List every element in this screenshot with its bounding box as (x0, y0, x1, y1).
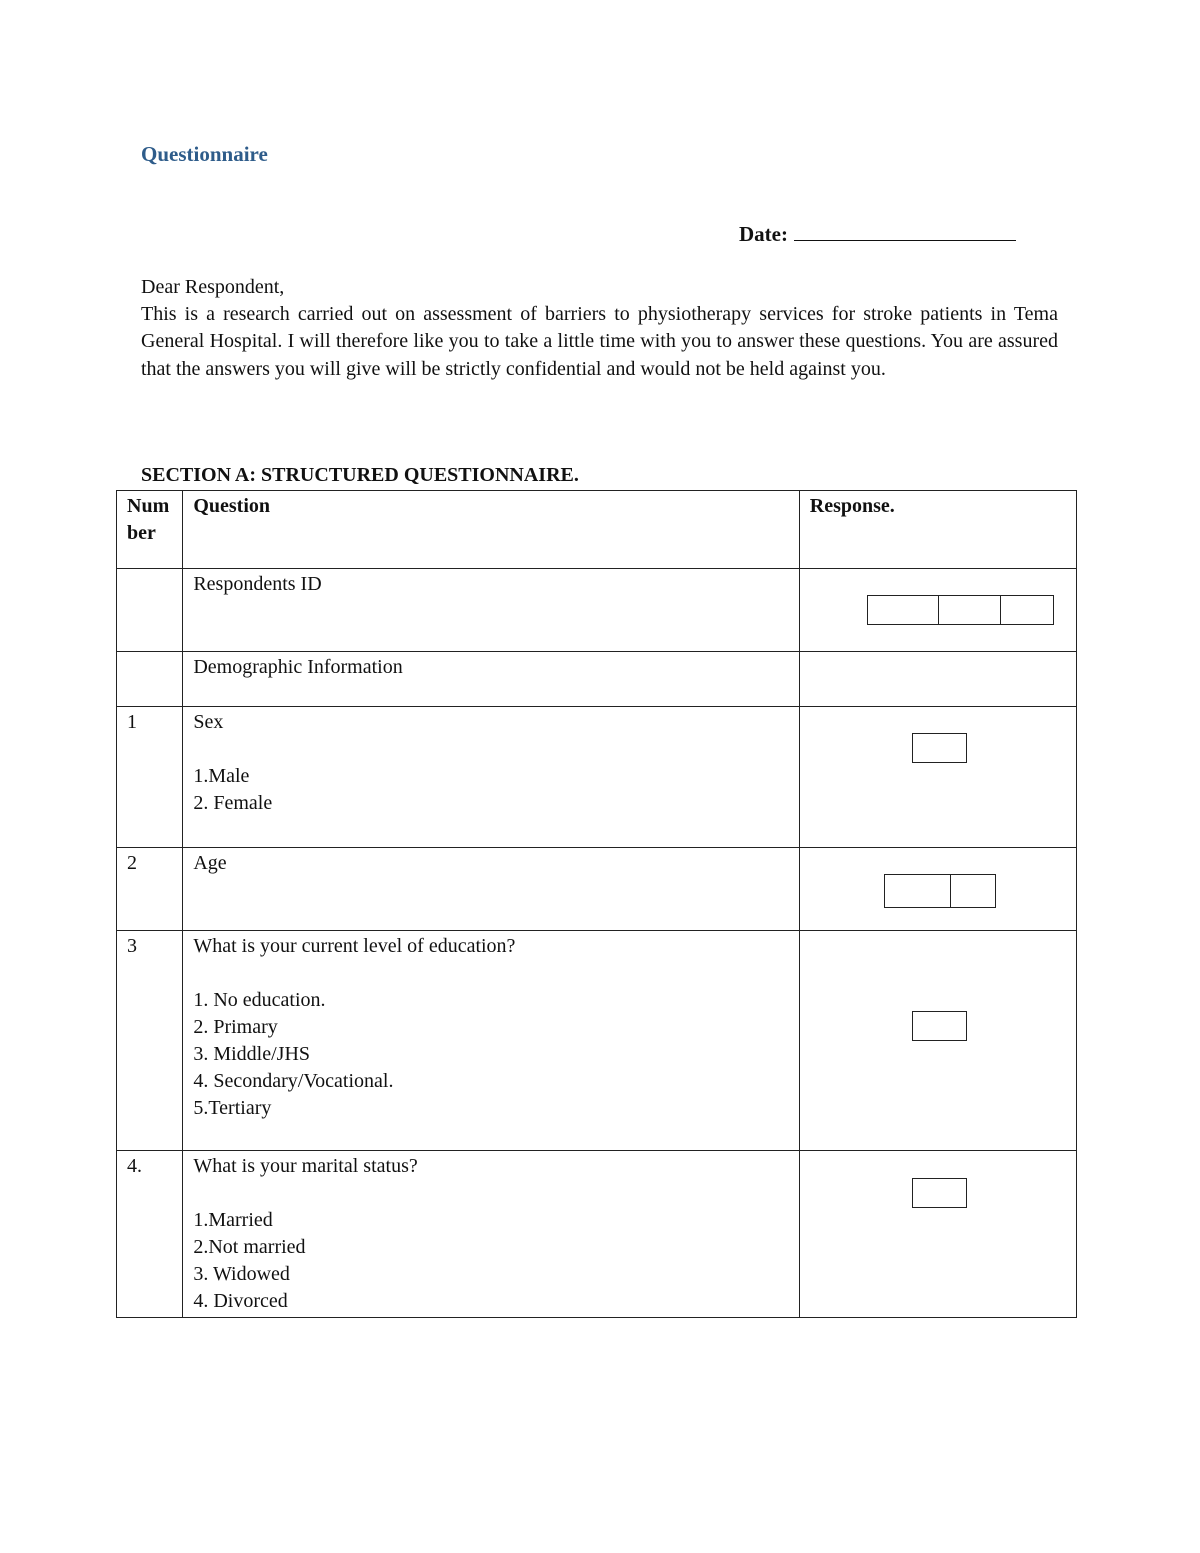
id-digit-box[interactable] (867, 595, 939, 625)
option-item: 2. Primary (193, 1016, 278, 1038)
date-field (739, 220, 1016, 247)
option-item: 5.Tertiary (193, 1097, 272, 1119)
table-row (117, 1151, 1077, 1318)
option-item: 3. Widowed (193, 1263, 290, 1285)
row-number: 4. (117, 1151, 183, 1318)
respondent-id-boxes (867, 595, 1054, 625)
row-number (117, 652, 183, 707)
id-digit-box[interactable] (939, 595, 1001, 625)
education-answer-box (912, 1011, 967, 1041)
response-cell (799, 569, 1076, 652)
header-response: Response. (799, 491, 1076, 569)
answer-box[interactable] (912, 733, 967, 763)
intro-letter (141, 274, 1058, 383)
header-number: Num ber (117, 491, 183, 569)
age-answer-boxes (884, 874, 996, 908)
option-item: 4. Divorced (193, 1290, 288, 1312)
option-item: 1.Male (193, 765, 250, 787)
row-question (183, 931, 799, 1151)
salutation: Dear Respondent, (141, 276, 285, 298)
table-row (117, 652, 1077, 707)
question-text: What is your current level of education? (193, 935, 516, 957)
intro-paragraph: This is a research carried out on assessment of barriers to physiotherapy services for stroke patients in Tema General Hospital. I will therefore like you to take a little time with you to answer these questions. You are assured that the answers you will give will be strictly confidential and would not be held against you. (141, 303, 1058, 380)
header-question: Question (183, 491, 799, 569)
option-item: 1. No education. (193, 989, 326, 1011)
table-row (117, 931, 1077, 1151)
option-item: 1.Married (193, 1209, 273, 1231)
option-item: 4. Secondary/Vocational. (193, 1070, 394, 1092)
question-text: What is your marital status? (193, 1155, 418, 1177)
option-item: 2. Female (193, 792, 273, 814)
answer-box[interactable] (912, 1178, 967, 1208)
row-number: 2 (117, 848, 183, 931)
date-blank-line[interactable] (794, 220, 1016, 241)
row-number: 1 (117, 707, 183, 848)
table-row (117, 569, 1077, 652)
section-title: SECTION A: STRUCTURED QUESTIONNAIRE. (141, 464, 579, 486)
row-question: Demographic Information (183, 652, 799, 707)
response-cell (799, 1151, 1076, 1318)
option-item: 2.Not married (193, 1236, 306, 1258)
row-question (183, 707, 799, 848)
age-digit-box[interactable] (951, 874, 996, 908)
option-list (193, 1207, 788, 1315)
table-row (117, 848, 1077, 931)
date-label: Date: (739, 222, 788, 246)
table-row (117, 707, 1077, 848)
option-item: 3. Middle/JHS (193, 1043, 311, 1065)
option-list (193, 763, 788, 817)
row-question: Age (183, 848, 799, 931)
response-cell (799, 931, 1076, 1151)
age-digit-box[interactable] (884, 874, 951, 908)
response-cell (799, 652, 1076, 707)
row-number: 3 (117, 931, 183, 1151)
id-digit-box[interactable] (1001, 595, 1054, 625)
header-row (117, 491, 1077, 569)
marital-answer-box (912, 1178, 967, 1208)
response-cell (799, 848, 1076, 931)
option-list (193, 987, 788, 1122)
page-title: Questionnaire (141, 142, 268, 166)
row-question: Respondents ID (183, 569, 799, 652)
response-cell (799, 707, 1076, 848)
questionnaire-table (116, 490, 1077, 1318)
sex-answer-box (912, 733, 967, 763)
question-text: Sex (193, 711, 224, 733)
row-number (117, 569, 183, 652)
row-question (183, 1151, 799, 1318)
answer-box[interactable] (912, 1011, 967, 1041)
